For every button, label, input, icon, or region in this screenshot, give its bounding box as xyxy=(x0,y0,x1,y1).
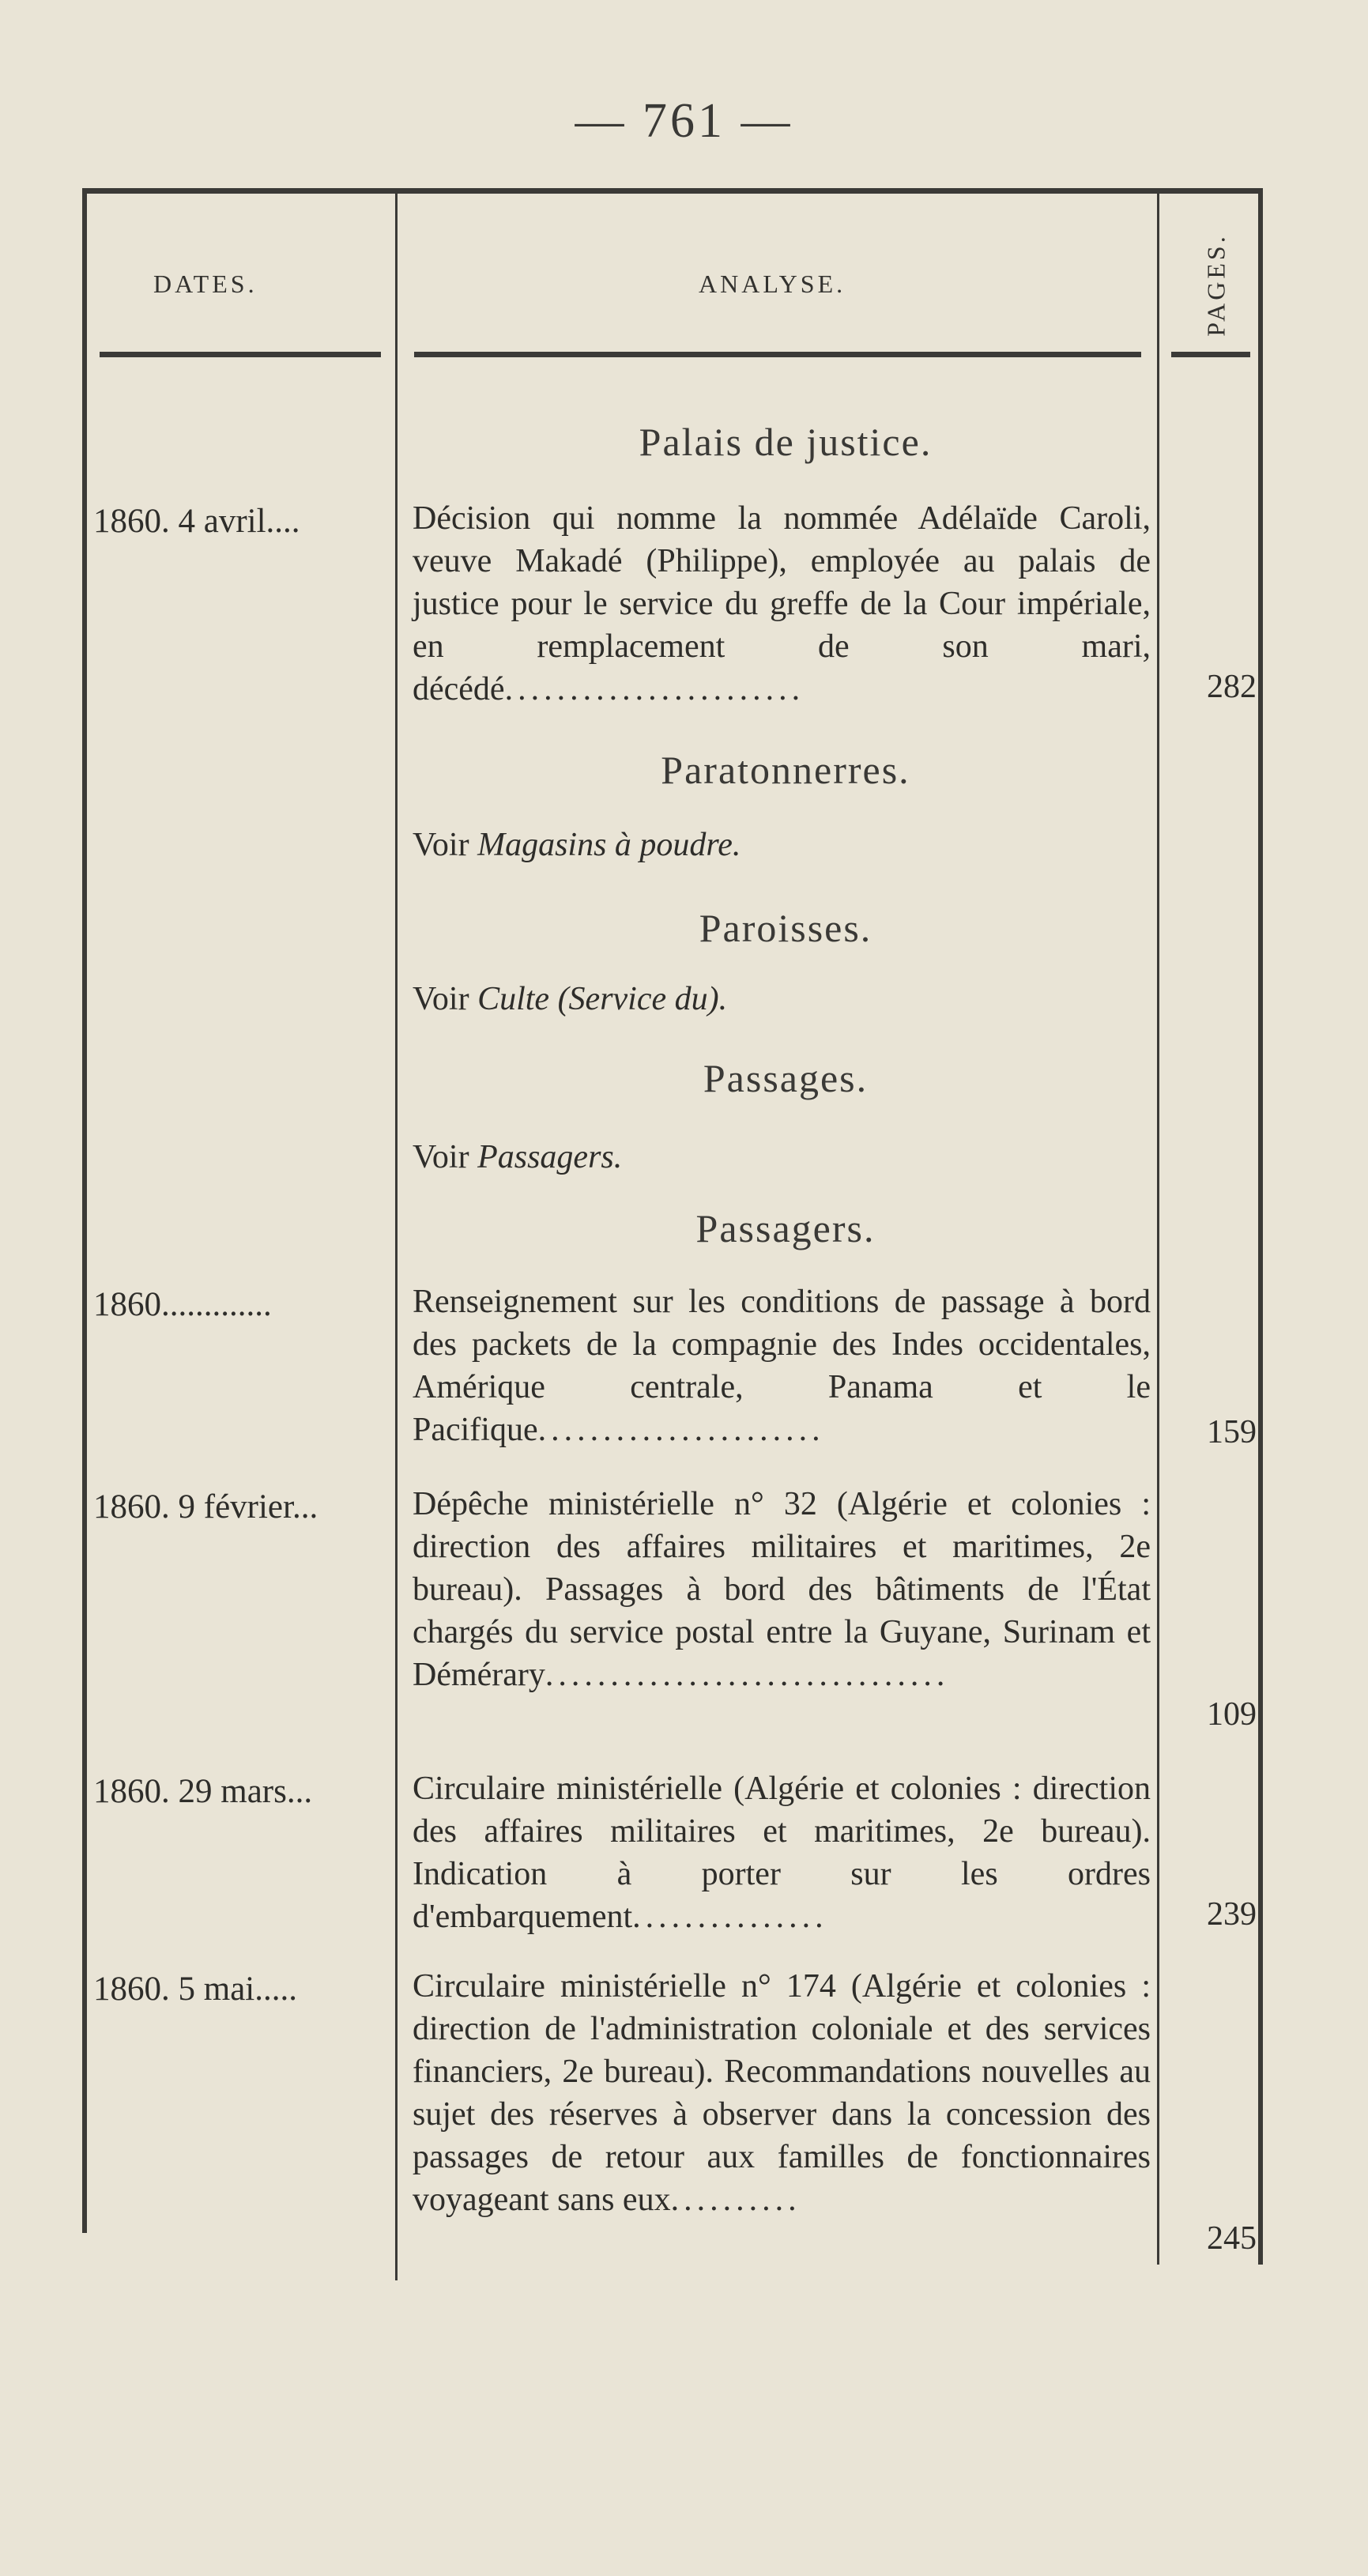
table-right-border xyxy=(1258,194,1263,2265)
entry-text: Renseignement sur les conditions de passage à bord des packets de la compagnie des Indes occidentales, Amérique centrale, Panama et le Pacifique xyxy=(413,1284,1151,1448)
entry-analysis xyxy=(413,1280,1151,1451)
dates-column-divider xyxy=(395,194,398,2280)
see-also-reference xyxy=(413,980,1151,1018)
entry-analysis xyxy=(413,1483,1151,1696)
entry-text: Dépêche ministérielle n° 32 (Algérie et colonies : direction des affaires militaires et maritimes, 2e bureau). Passages à bord des bâtiments de l'État chargés du service postal entre la Guyane, Surinam et Démérary xyxy=(413,1486,1151,1693)
table-left-border xyxy=(82,194,87,2233)
see-also-reference xyxy=(413,1138,1151,1176)
entry-page: 245 xyxy=(1207,2220,1257,2257)
dot-leader: ............... xyxy=(632,1899,828,1935)
entry-text: Décision qui nomme la nommée Adélaïde Caroli, veuve Makadé (Philippe), employée au palais de justice pour le service du greffe de la Cour impériale, en remplacement de son mari, décédé xyxy=(413,500,1151,707)
see-also-prefix: Voir xyxy=(413,1139,469,1175)
entry-text: Circulaire ministérielle n° 174 (Algérie et colonies : direction de l'administration coloniale et des services financiers, 2e bureau). Recommandations nouvelles au sujet des réserves à observer dans la concession des passages de retour aux familles de fonctionnaires voyageant sans eux xyxy=(413,1968,1151,2218)
see-also-target: Magasins à poudre. xyxy=(477,827,741,863)
header-rule xyxy=(100,352,381,357)
see-also-prefix: Voir xyxy=(413,827,469,863)
see-also-prefix: Voir xyxy=(413,981,469,1017)
analyse-column-header: ANALYSE. xyxy=(699,270,846,298)
section-title: Paratonnerres. xyxy=(661,748,910,792)
entry-analysis xyxy=(413,497,1151,711)
pages-column-header xyxy=(1173,232,1260,337)
entry-date: 1860. 9 février... xyxy=(93,1488,318,1526)
entry-page: 239 xyxy=(1207,1896,1257,1933)
entry-page: 282 xyxy=(1207,669,1257,705)
header-rule xyxy=(1171,352,1250,357)
page-number: — 761 — xyxy=(575,94,793,148)
header-rule xyxy=(414,352,1141,357)
section-title: Palais de justice. xyxy=(639,420,933,464)
pages-column-divider xyxy=(1157,194,1159,2265)
see-also-reference xyxy=(413,826,1151,864)
see-also-target: Passagers. xyxy=(477,1139,623,1175)
section-title: Passages. xyxy=(703,1056,869,1100)
entry-date: 1860. 29 mars... xyxy=(93,1773,313,1810)
index-table xyxy=(82,188,1263,2280)
entry-page: 159 xyxy=(1207,1414,1257,1450)
entry-page: 109 xyxy=(1207,1696,1257,1733)
see-also-target: Culte (Service du). xyxy=(477,981,728,1017)
dot-leader: ............................... xyxy=(545,1657,950,1693)
entry-date: 1860. 5 mai..... xyxy=(93,1971,297,2008)
entry-date: 1860............. xyxy=(93,1286,272,1323)
entry-analysis xyxy=(413,1965,1151,2221)
entry-date: 1860. 4 avril.... xyxy=(93,503,300,540)
section-title: Paroisses. xyxy=(699,906,872,950)
dot-leader: ...................... xyxy=(537,1412,825,1448)
entry-text: Circulaire ministérielle (Algérie et colonies : direction des affaires militaires et maritimes, 2e bureau). Indication à porter sur les ordres d'embarquement xyxy=(413,1771,1151,1935)
dot-leader: .......... xyxy=(670,2182,801,2218)
section-title: Passagers. xyxy=(695,1206,876,1250)
pages-column-header-label: PAGES. xyxy=(1201,232,1230,337)
dates-column-header: DATES. xyxy=(153,270,258,298)
entry-analysis xyxy=(413,1767,1151,1938)
dot-leader: ....................... xyxy=(504,671,805,707)
